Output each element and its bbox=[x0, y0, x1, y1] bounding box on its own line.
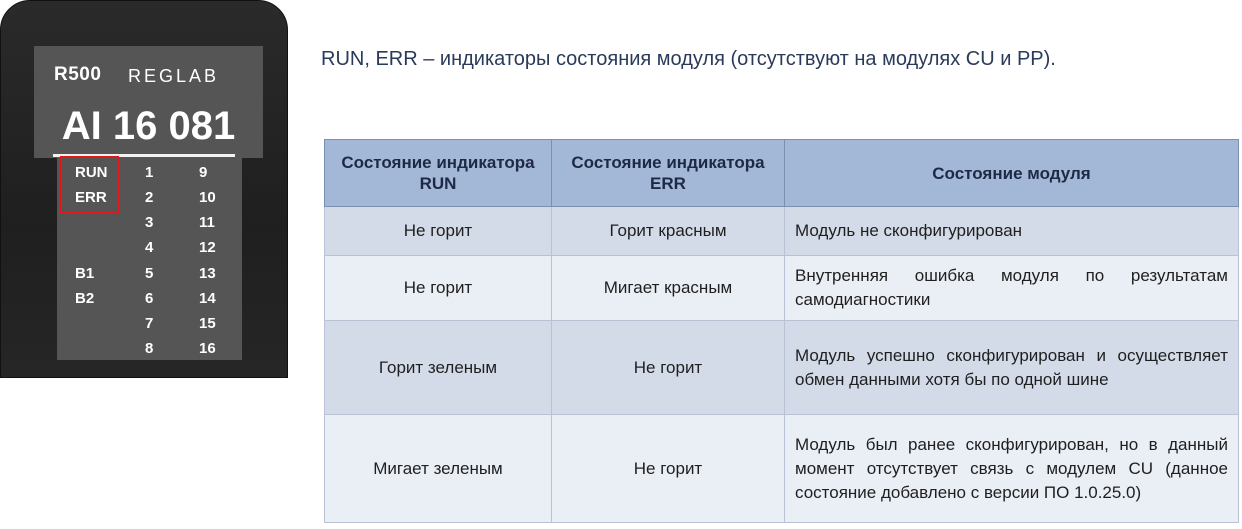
channel-label: 12 bbox=[199, 239, 216, 256]
run-state-cell: Мигает зеленым bbox=[325, 415, 552, 523]
err-indicator-label: ERR bbox=[75, 189, 107, 206]
err-state-cell: Горит красным bbox=[552, 207, 785, 256]
reglab-logo: REGLAB bbox=[128, 66, 220, 86]
channel-label: 5 bbox=[145, 265, 154, 282]
channel-label: 10 bbox=[199, 189, 216, 206]
table-header-row bbox=[325, 140, 1239, 207]
indicator-state-table bbox=[324, 139, 1239, 523]
header-module-state: Состояние модуля bbox=[785, 140, 1239, 207]
channel-label: 1 bbox=[145, 164, 154, 181]
err-state-cell: Мигает красным bbox=[552, 256, 785, 321]
channel-label: 15 bbox=[199, 315, 216, 332]
module-state-cell: Модуль был ранее сконфигурирован, но в данный момент отсутствует связь с модулем CU (данное состояние добавлено с версии ПО 1.0.25.0) bbox=[785, 415, 1239, 523]
module-label-panel bbox=[34, 46, 263, 158]
channel-label: 11 bbox=[199, 214, 215, 231]
header-run-state: Состояние индикатора RUN bbox=[325, 140, 552, 207]
module-state-cell: Модуль успешно сконфигурирован и осуществляет обмен данными хотя бы по одной шине bbox=[785, 321, 1239, 415]
b2-indicator-label: B2 bbox=[75, 290, 95, 307]
channel-label: 16 bbox=[199, 340, 216, 357]
channel-label: 8 bbox=[145, 340, 154, 357]
table-row bbox=[325, 207, 1239, 256]
header-err-state: Состояние индикатора ERR bbox=[552, 140, 785, 207]
run-indicator-label: RUN bbox=[75, 164, 108, 181]
run-state-cell: Не горит bbox=[325, 256, 552, 321]
model-code: R500 bbox=[54, 64, 102, 85]
channel-label: 13 bbox=[199, 265, 216, 282]
intro-text: RUN, ERR – индикаторы состояния модуля (отсутствуют на модулях CU и PP). bbox=[321, 48, 1056, 70]
module-name: AI 16 081 bbox=[61, 104, 236, 148]
b1-indicator-label: B1 bbox=[75, 265, 95, 282]
channel-label: 6 bbox=[145, 290, 154, 307]
channel-label: 3 bbox=[145, 214, 154, 231]
module-illustration bbox=[0, 0, 288, 378]
table-row bbox=[325, 256, 1239, 321]
channel-label: 2 bbox=[145, 189, 154, 206]
run-err-highlight-box bbox=[60, 156, 119, 213]
run-state-cell: Не горит bbox=[325, 207, 552, 256]
module-state-cell: Внутренняя ошибка модуля по результатам самодиагностики bbox=[785, 256, 1239, 321]
brand-row bbox=[54, 64, 244, 88]
module-state-cell: Модуль не сконфигурирован bbox=[785, 207, 1239, 256]
channel-label: 7 bbox=[145, 315, 154, 332]
channel-label: 14 bbox=[199, 290, 216, 307]
channel-label: 9 bbox=[199, 164, 208, 181]
table-row bbox=[325, 415, 1239, 523]
err-state-cell: Не горит bbox=[552, 415, 785, 523]
err-state-cell: Не горит bbox=[552, 321, 785, 415]
table-row bbox=[325, 321, 1239, 415]
channel-label: 4 bbox=[145, 239, 154, 256]
run-state-cell: Горит зеленым bbox=[325, 321, 552, 415]
